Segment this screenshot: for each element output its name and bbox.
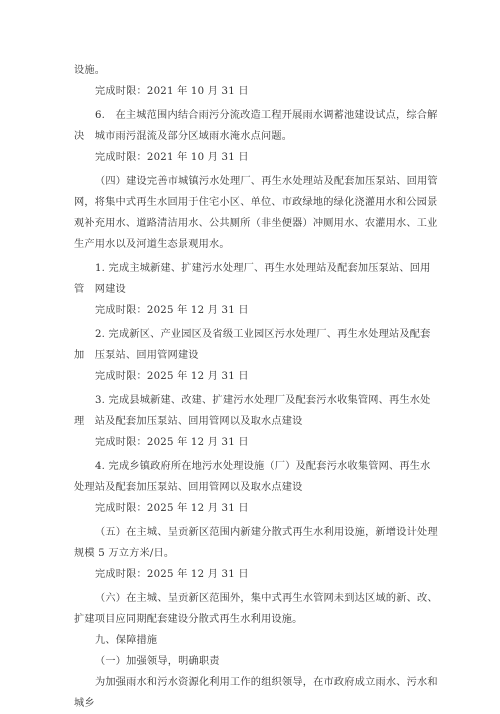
- paragraph-section-4: （四）建设完善市城镇污水处理厂、再生水处理站及配套加压泵站、回用管 网，将集中式再生水回用于住宅小区、单位、市政绿地的绿化浇灌用水和公园景 观补充用水、道路清洁用水、公共厕所（非坐便器）冲厕用水、农灌用水、工业 生产用水以及河道生态景观用水。: [74, 176, 449, 250]
- paragraph-item-3: 3. 完成县城新建、改建、扩建污水处理厂及配套污水收集管网、再生水处理 站及配套加压泵站、回用管网以及取水点建设: [74, 395, 431, 427]
- paragraph-item-1: 1. 完成主城新建、扩建污水处理厂、再生水处理站及配套加压泵站、回用管 网建设: [74, 263, 431, 295]
- paragraph-item-6: 6. 在主城范围内结合雨污分流改造工程开展雨水调蓄池建设试点，综合解决 城市雨污混流及部分区域雨水淹水点问题。: [74, 110, 438, 142]
- deadline-line: 完成时限：2025 年 12 月 31 日: [95, 569, 249, 580]
- paragraph-organization: 为加强雨水和污水资源化利用工作的组织领导，在市政府成立雨水、污水和 城乡: [74, 677, 449, 709]
- deadline-line: 完成时限：2025 年 12 月 31 日: [95, 305, 249, 316]
- paragraph-item-2: 2. 完成新区、产业园区及省级工业园区污水处理厂、再生水处理站及配套加 压泵站、回用管网建设: [74, 329, 431, 361]
- deadline-line: 完成时限：2021 年 10 月 31 日: [95, 152, 249, 163]
- deadline-line: 完成时限：2021 年 10 月 31 日: [95, 86, 249, 97]
- section-heading-safeguards: 九、保障措施: [95, 635, 158, 646]
- deadline-line: 完成时限：2025 年 12 月 31 日: [95, 437, 249, 448]
- paragraph-section-6: （六）在主城、呈贡新区范围外，集中式再生水管网未到达区域的新、改、 扩建项目应同期配套建设分散式再生水利用设施。: [74, 593, 444, 625]
- subsection-heading: （一）加强领导，明确职责: [95, 656, 220, 667]
- paragraph-intro-tail: 设施。: [74, 65, 106, 76]
- paragraph-item-4: 4. 完成乡镇政府所在地污水处理设施（厂）及配套污水收集管网、再生水处理站及配套加压泵站、回用管网以及取水点建设: [74, 461, 431, 493]
- paragraph-section-5: （五）在主城、呈贡新区范围内新建分散式再生水利用设施，新增设计处理 规模 5 万立方米/日。: [74, 527, 449, 559]
- deadline-line: 完成时限：2025 年 12 月 31 日: [95, 503, 249, 514]
- deadline-line: 完成时限：2025 年 12 月 31 日: [95, 371, 249, 382]
